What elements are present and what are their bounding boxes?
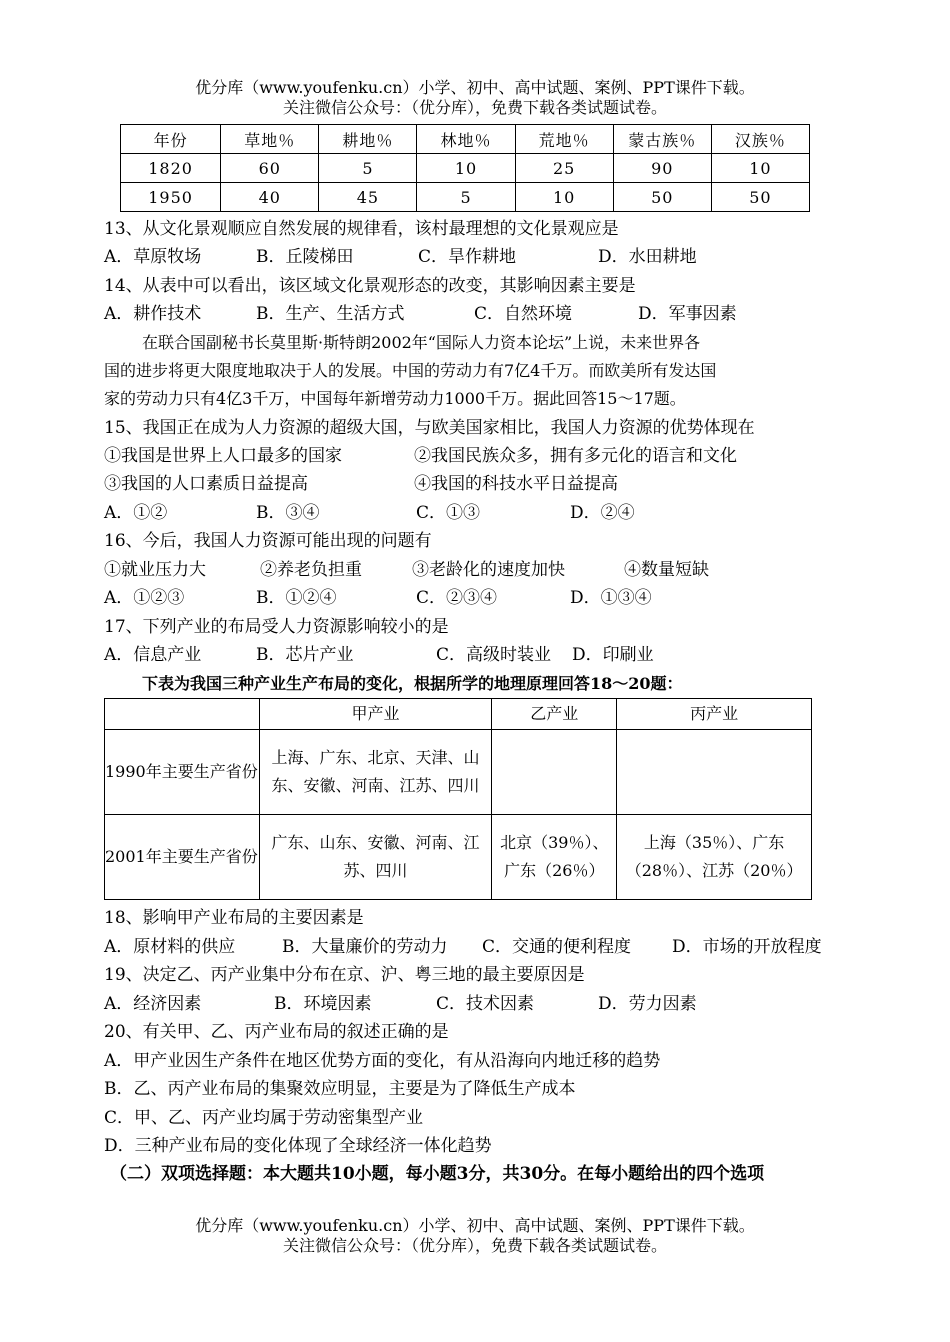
q20-option-c: C．甲、乙、丙产业均属于劳动密集型产业	[104, 1108, 424, 1128]
q15-option-c: C．①③	[416, 503, 481, 523]
q15-item-3: ③我国的人口素质日益提高	[104, 474, 308, 494]
q19-option-c: C．技术因素	[436, 994, 535, 1014]
table-cell: 5	[319, 154, 417, 183]
q13-option-b: B．丘陵梯田	[256, 247, 354, 267]
q16-option-d: D．①③④	[570, 588, 652, 608]
q14-options	[104, 301, 737, 327]
q16-item-4: ④数量短缺	[624, 560, 709, 580]
q13-options	[104, 244, 697, 270]
q20-option-b: B．乙、丙产业布局的集聚效应明显，主要是为了降低生产成本	[104, 1079, 576, 1099]
q19-option-b: B．环境因素	[274, 994, 372, 1014]
q17-options	[104, 642, 654, 668]
footer-line-1: 优分库（www.youfenku.cn）小学、初中、高中试题、案例、PPT课件下载。	[195, 1216, 755, 1235]
table-row	[105, 815, 812, 900]
q19-option-a: A．经济因素	[104, 994, 202, 1014]
table-cell: 1950	[121, 183, 221, 212]
table-row	[121, 183, 810, 212]
table-header-cell: 乙产业	[492, 699, 617, 730]
q16-stem: 16、今后，我国人力资源可能出现的问题有	[104, 531, 432, 551]
q19-options	[104, 991, 697, 1017]
table-cell: 45	[319, 183, 417, 212]
q15-items-2	[104, 471, 618, 497]
q17-option-c: C．高级时装业	[436, 645, 552, 665]
q17-stem: 17、下列产业的布局受人力资源影响较小的是	[104, 617, 449, 637]
table-cell: 1820	[121, 154, 221, 183]
table-header-cell: 耕地％	[319, 125, 417, 154]
q15-option-b: B．③④	[256, 503, 320, 523]
table-header-row	[121, 125, 810, 154]
table-header-cell: 蒙古族％	[613, 125, 711, 154]
q18-options	[104, 934, 822, 960]
table-cell: 10	[711, 154, 809, 183]
table-cell: 上海（35％）、广东（28％）、江苏（20％）	[617, 815, 812, 900]
q15-options	[104, 500, 635, 526]
q15-stem: 15、我国正在成为人力资源的超级大国，与欧美国家相比，我国人力资源的优势体现在	[104, 418, 755, 438]
table-cell: 60	[221, 154, 319, 183]
table-cell: 25	[515, 154, 613, 183]
table-header-cell: 年份	[121, 125, 221, 154]
table-cell: 北京（39％）、广东（26％）	[492, 815, 617, 900]
header-line-2: 关注微信公众号：（优分库），免费下载各类试题试卷。	[282, 98, 667, 117]
industry-layout-table	[104, 698, 812, 900]
q16-item-3: ③老龄化的速度加快	[412, 560, 565, 580]
q15-item-4: ④我国的科技水平日益提高	[414, 474, 618, 494]
table-header-cell: 丙产业	[617, 699, 812, 730]
q13-stem: 13、从文化景观顺应自然发展的规律看，该村最理想的文化景观应是	[104, 219, 619, 239]
q15-option-a: A．①②	[104, 503, 168, 523]
q18-option-d: D．市场的开放程度	[672, 937, 822, 957]
q15-item-1: ①我国是世界上人口最多的国家	[104, 446, 342, 466]
table-header-cell: 林地％	[417, 125, 515, 154]
q20-stem: 20、有关甲、乙、丙产业布局的叙述正确的是	[104, 1022, 449, 1042]
table2-intro: 下表为我国三种产业生产布局的变化，根据所学的地理原理回答18～20题：	[142, 674, 683, 693]
q20-option-a: A．甲产业因生产条件在地区优势方面的变化，有从沿海向内地迁移的趋势	[104, 1051, 661, 1071]
q16-items	[104, 557, 709, 583]
q14-option-c: C．自然环境	[474, 304, 573, 324]
q19-stem: 19、决定乙、丙产业集中分布在京、沪、粤三地的最主要原因是	[104, 965, 585, 985]
table-cell: 90	[613, 154, 711, 183]
q14-option-a: A．耕作技术	[104, 304, 202, 324]
table-header-cell	[105, 699, 260, 730]
table-cell	[617, 730, 812, 815]
table-header-row	[105, 699, 812, 730]
section-2-heading: （二）双项选择题：本大题共10小题，每小题3分，共30分。在每小题给出的四个选项	[110, 1164, 765, 1184]
q13-option-c: C．旱作耕地	[418, 247, 517, 267]
q16-option-b: B．①②④	[256, 588, 337, 608]
q16-option-c: C．②③④	[416, 588, 498, 608]
q15-item-2: ②我国民族众多，拥有多元化的语言和文化	[414, 446, 737, 466]
table-cell	[492, 730, 617, 815]
passage-line-1: 在联合国副秘书长莫里斯·斯特朗2002年“国际人力资本论坛”上说，未来世界各	[142, 333, 701, 352]
q16-item-1: ①就业压力大	[104, 560, 206, 580]
table-cell: 10	[515, 183, 613, 212]
table-header-cell: 草地％	[221, 125, 319, 154]
q18-option-b: B．大量廉价的劳动力	[282, 937, 448, 957]
q18-stem: 18、影响甲产业布局的主要因素是	[104, 908, 364, 928]
q18-option-c: C．交通的便利程度	[482, 937, 632, 957]
table-row-label: 1990年主要生产省份	[105, 730, 260, 815]
q16-item-2: ②养老负担重	[260, 560, 362, 580]
table-cell: 10	[417, 154, 515, 183]
table-cell: 上海、广东、北京、天津、山东、安徽、河南、江苏、四川	[259, 730, 492, 815]
table-header-cell: 甲产业	[259, 699, 492, 730]
passage-line-2: 国的进步将更大限度地取决于人的发展。中国的劳动力有7亿4千万。而欧美所有发达国	[104, 361, 717, 380]
table-row	[105, 730, 812, 815]
table-header-cell: 荒地％	[515, 125, 613, 154]
passage-line-3: 家的劳动力只有4亿3千万，中国每年新增劳动力1000千万。据此回答15～17题。	[104, 389, 686, 408]
q18-option-a: A．原材料的供应	[104, 937, 236, 957]
q20-option-d: D．三种产业布局的变化体现了全球经济一体化趋势	[104, 1136, 492, 1156]
q17-option-b: B．芯片产业	[256, 645, 354, 665]
table-cell: 40	[221, 183, 319, 212]
q15-items-1	[104, 443, 737, 469]
table-row-label: 2001年主要生产省份	[105, 815, 260, 900]
table-cell: 5	[417, 183, 515, 212]
q14-option-d: D．军事因素	[638, 304, 737, 324]
table-row	[121, 154, 810, 183]
q16-options	[104, 585, 652, 611]
q13-option-d: D．水田耕地	[598, 247, 697, 267]
land-ethnicity-table	[120, 124, 810, 212]
q17-option-d: D．印刷业	[572, 645, 654, 665]
table-header-cell: 汉族％	[711, 125, 809, 154]
q15-option-d: D．②④	[570, 503, 635, 523]
q17-option-a: A．信息产业	[104, 645, 202, 665]
table-cell: 50	[711, 183, 809, 212]
table-cell: 50	[613, 183, 711, 212]
q16-option-a: A．①②③	[104, 588, 185, 608]
q19-option-d: D．劳力因素	[598, 994, 697, 1014]
q13-option-a: A．草原牧场	[104, 247, 202, 267]
table-cell: 广东、山东、安徽、河南、江苏、四川	[259, 815, 492, 900]
q14-stem: 14、从表中可以看出，该区域文化景观形态的改变，其影响因素主要是	[104, 276, 636, 296]
header-line-1: 优分库（www.youfenku.cn）小学、初中、高中试题、案例、PPT课件下载。	[195, 78, 755, 97]
footer-line-2: 关注微信公众号：（优分库），免费下载各类试题试卷。	[282, 1236, 667, 1255]
q14-option-b: B．生产、生活方式	[256, 304, 405, 324]
